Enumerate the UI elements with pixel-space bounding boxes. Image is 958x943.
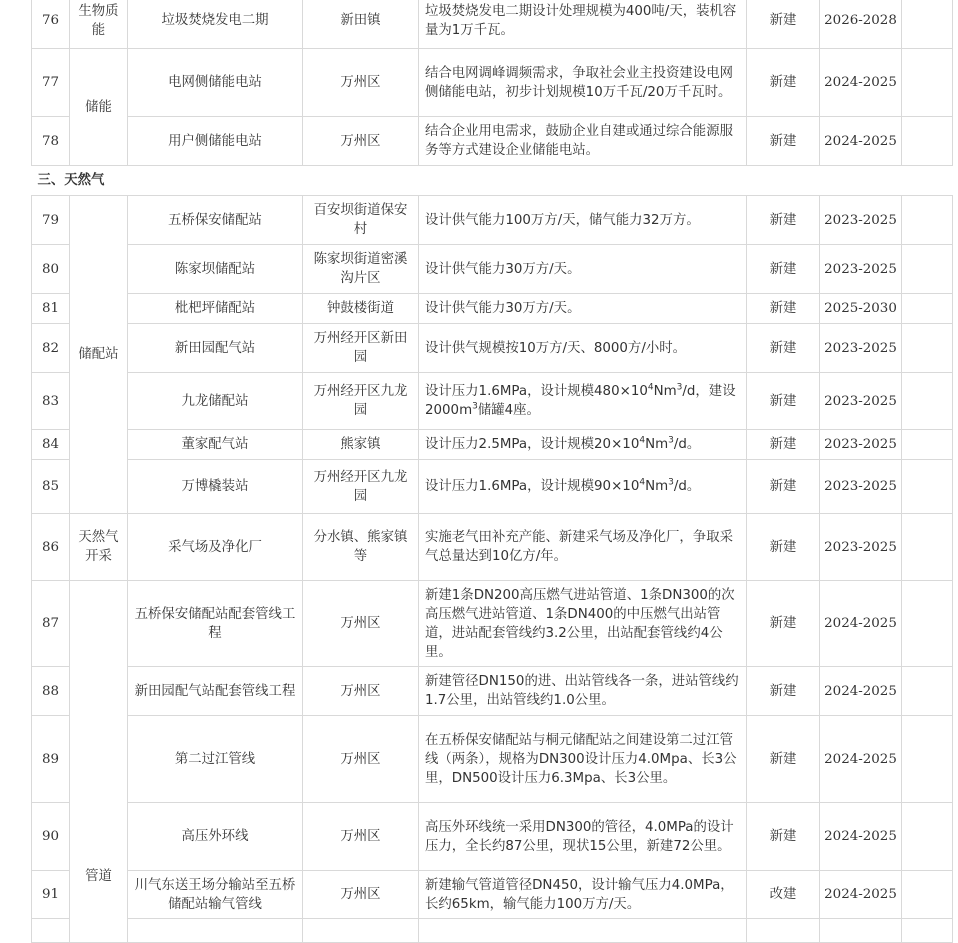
project-description: 垃圾焚烧发电二期设计处理规模为400吨/天，装机容量为1万千瓦。 <box>419 0 747 49</box>
project-description: 新建输气管道管径DN450，设计输气压力4.0MPa，长约65km，输气能力100万方/天。 <box>419 871 747 919</box>
project-description: 设计压力1.6MPa，设计规模$90\times 10^4Nm^3/d$。 <box>419 460 747 514</box>
project-description: 结合企业用电需求，鼓励企业自建或通过综合能源服务等方式建设企业储能电站。 <box>419 117 747 166</box>
project-type: 新建 <box>747 49 820 117</box>
project-type: 新建 <box>747 460 820 514</box>
project-period: 2023-2025 <box>820 324 902 373</box>
project-location: 陈家坝街道密溪沟片区 <box>303 245 419 294</box>
table-row <box>32 294 953 324</box>
row-number: 80 <box>32 245 70 294</box>
project-location: 万州区 <box>303 871 419 919</box>
table-row <box>32 196 953 245</box>
table-row <box>32 581 953 667</box>
project-description: 设计供气能力30万方/天。 <box>419 245 747 294</box>
project-name: 川气东送王场分输站至五桥储配站输气管线 <box>128 871 303 919</box>
empty-cell <box>902 667 953 716</box>
project-type: 新建 <box>747 117 820 166</box>
row-number: 83 <box>32 373 70 430</box>
row-number: 77 <box>32 49 70 117</box>
empty-cell <box>902 919 953 943</box>
project-type: 新建 <box>747 667 820 716</box>
empty-cell <box>902 294 953 324</box>
project-period: 2024-2025 <box>820 667 902 716</box>
row-number: 78 <box>32 117 70 166</box>
project-location: 百安坝街道保安村 <box>303 196 419 245</box>
row-number: 88 <box>32 667 70 716</box>
project-location: 万州区 <box>303 716 419 803</box>
empty-cell <box>902 460 953 514</box>
project-period: 2024-2025 <box>820 871 902 919</box>
project-period: 2024-2025 <box>820 803 902 871</box>
empty-cell <box>902 581 953 667</box>
project-type: 新建 <box>747 581 820 667</box>
row-number: 89 <box>32 716 70 803</box>
project-name: 陈家坝储配站 <box>128 245 303 294</box>
project-name: 董家配气站 <box>128 430 303 460</box>
project-description: 实施老气田补充产能、新建采气场及净化厂，争取采气总量达到10亿方/年。 <box>419 514 747 581</box>
empty-cell <box>902 117 953 166</box>
row-number: 82 <box>32 324 70 373</box>
project-name: 垃圾焚烧发电二期 <box>128 0 303 49</box>
table-row <box>32 245 953 294</box>
table-row <box>32 514 953 581</box>
project-period: 2023-2025 <box>820 514 902 581</box>
project-name: 五桥保安储配站 <box>128 196 303 245</box>
category-cell: 储配站 <box>70 196 128 514</box>
project-period: 2024-2025 <box>820 716 902 803</box>
empty-cell <box>902 430 953 460</box>
project-type: 新建 <box>747 245 820 294</box>
table-row <box>32 0 953 49</box>
table-row-partial <box>32 919 953 943</box>
table-row <box>32 871 953 919</box>
empty-cell <box>902 196 953 245</box>
row-number: 79 <box>32 196 70 245</box>
empty-cell <box>820 919 902 943</box>
empty-cell <box>902 803 953 871</box>
project-period: 2025-2030 <box>820 294 902 324</box>
project-description: 设计供气能力30万方/天。 <box>419 294 747 324</box>
empty-cell <box>32 919 70 943</box>
category-cell: 生物质能 <box>70 0 128 49</box>
project-type: 新建 <box>747 324 820 373</box>
row-number: 86 <box>32 514 70 581</box>
table-row <box>32 803 953 871</box>
table-row <box>32 324 953 373</box>
project-description: 设计压力2.5MPa，设计规模$20\times 10^4Nm^3/d$。 <box>419 430 747 460</box>
row-number: 84 <box>32 430 70 460</box>
project-type: 新建 <box>747 294 820 324</box>
section-header: 三、天然气 <box>32 166 953 196</box>
table-row <box>32 460 953 514</box>
project-location: 分水镇、熊家镇等 <box>303 514 419 581</box>
empty-cell <box>747 919 820 943</box>
project-location: 万州区 <box>303 803 419 871</box>
project-type: 新建 <box>747 716 820 803</box>
project-name: 用户侧储能电站 <box>128 117 303 166</box>
project-name: 枇杷坪储配站 <box>128 294 303 324</box>
project-location: 万州经开区九龙园 <box>303 373 419 430</box>
project-description: 设计供气能力100万方/天，储气能力32万方。 <box>419 196 747 245</box>
project-period: 2023-2025 <box>820 460 902 514</box>
empty-cell <box>902 49 953 117</box>
project-name: 五桥保安储配站配套管线工程 <box>128 581 303 667</box>
row-number: 90 <box>32 803 70 871</box>
project-description: 设计供气规模按10万方/天、8000方/小时。 <box>419 324 747 373</box>
project-period: 2024-2025 <box>820 581 902 667</box>
project-description: 在五桥保安储配站与桐元储配站之间建设第二过江管线（两条），规格为DN300设计压力4.0Mpa、长3公里，DN500设计压力6.3Mpa、长3公里。 <box>419 716 747 803</box>
table-row <box>32 49 953 117</box>
project-period: 2023-2025 <box>820 245 902 294</box>
empty-cell <box>902 324 953 373</box>
project-period: 2024-2025 <box>820 117 902 166</box>
section-row <box>32 166 953 196</box>
project-name: 九龙储配站 <box>128 373 303 430</box>
project-type: 新建 <box>747 373 820 430</box>
project-description: 设计压力1.6MPa，设计规模$480\times 10^4Nm^3/d$，建设$2000m^3$储罐4座。 <box>419 373 747 430</box>
row-number: 81 <box>32 294 70 324</box>
project-location: 钟鼓楼街道 <box>303 294 419 324</box>
project-period: 2023-2025 <box>820 373 902 430</box>
empty-cell <box>902 514 953 581</box>
project-description: 结合电网调峰调频需求，争取社会业主投资建设电网侧储能电站，初步计划规模10万千瓦/20万千瓦时。 <box>419 49 747 117</box>
project-type: 改建 <box>747 871 820 919</box>
project-name: 万博橇装站 <box>128 460 303 514</box>
row-number: 91 <box>32 871 70 919</box>
empty-cell <box>902 871 953 919</box>
project-location: 万州经开区九龙园 <box>303 460 419 514</box>
row-number: 85 <box>32 460 70 514</box>
table-row <box>32 373 953 430</box>
project-description: 高压外环线统一采用DN300的管径，4.0MPa的设计压力，全长约87公里，现状15公里，新建72公里。 <box>419 803 747 871</box>
project-type: 新建 <box>747 803 820 871</box>
project-location: 熊家镇 <box>303 430 419 460</box>
project-name: 新田园配气站配套管线工程 <box>128 667 303 716</box>
project-location: 新田镇 <box>303 0 419 49</box>
project-location: 万州区 <box>303 117 419 166</box>
project-type: 新建 <box>747 196 820 245</box>
row-number: 76 <box>32 0 70 49</box>
project-type: 新建 <box>747 0 820 49</box>
project-period: 2023-2025 <box>820 196 902 245</box>
project-period: 2024-2025 <box>820 49 902 117</box>
project-location: 万州区 <box>303 667 419 716</box>
empty-cell <box>902 716 953 803</box>
project-name: 新田园配气站 <box>128 324 303 373</box>
table-row <box>32 667 953 716</box>
empty-cell <box>902 373 953 430</box>
category-cell: 天然气开采 <box>70 514 128 581</box>
project-description: 新建管径DN150的进、出站管线各一条，进站管线约1.7公里，出站管线约1.0公里。 <box>419 667 747 716</box>
project-location: 万州经开区新田园 <box>303 324 419 373</box>
project-name: 第二过江管线 <box>128 716 303 803</box>
category-cell: 储能 <box>70 49 128 166</box>
project-period: 2023-2025 <box>820 430 902 460</box>
table-row <box>32 430 953 460</box>
project-type: 新建 <box>747 514 820 581</box>
project-period: 2026-2028 <box>820 0 902 49</box>
empty-cell <box>128 919 303 943</box>
table-row <box>32 716 953 803</box>
project-name: 采气场及净化厂 <box>128 514 303 581</box>
project-name: 电网侧储能电站 <box>128 49 303 117</box>
project-location: 万州区 <box>303 581 419 667</box>
project-name: 高压外环线 <box>128 803 303 871</box>
row-number: 87 <box>32 581 70 667</box>
empty-cell <box>303 919 419 943</box>
project-table <box>31 0 953 943</box>
project-type: 新建 <box>747 430 820 460</box>
table-row <box>32 117 953 166</box>
project-location: 万州区 <box>303 49 419 117</box>
category-cell: 管道 <box>70 581 128 943</box>
empty-cell <box>902 0 953 49</box>
project-description: 新建1条DN200高压燃气进站管道、1条DN300的次高压燃气进站管道、1条DN400的中压燃气出站管道，进站配套管线约3.2公里，出站配套管线约4公里。 <box>419 581 747 667</box>
empty-cell <box>419 919 747 943</box>
empty-cell <box>902 245 953 294</box>
